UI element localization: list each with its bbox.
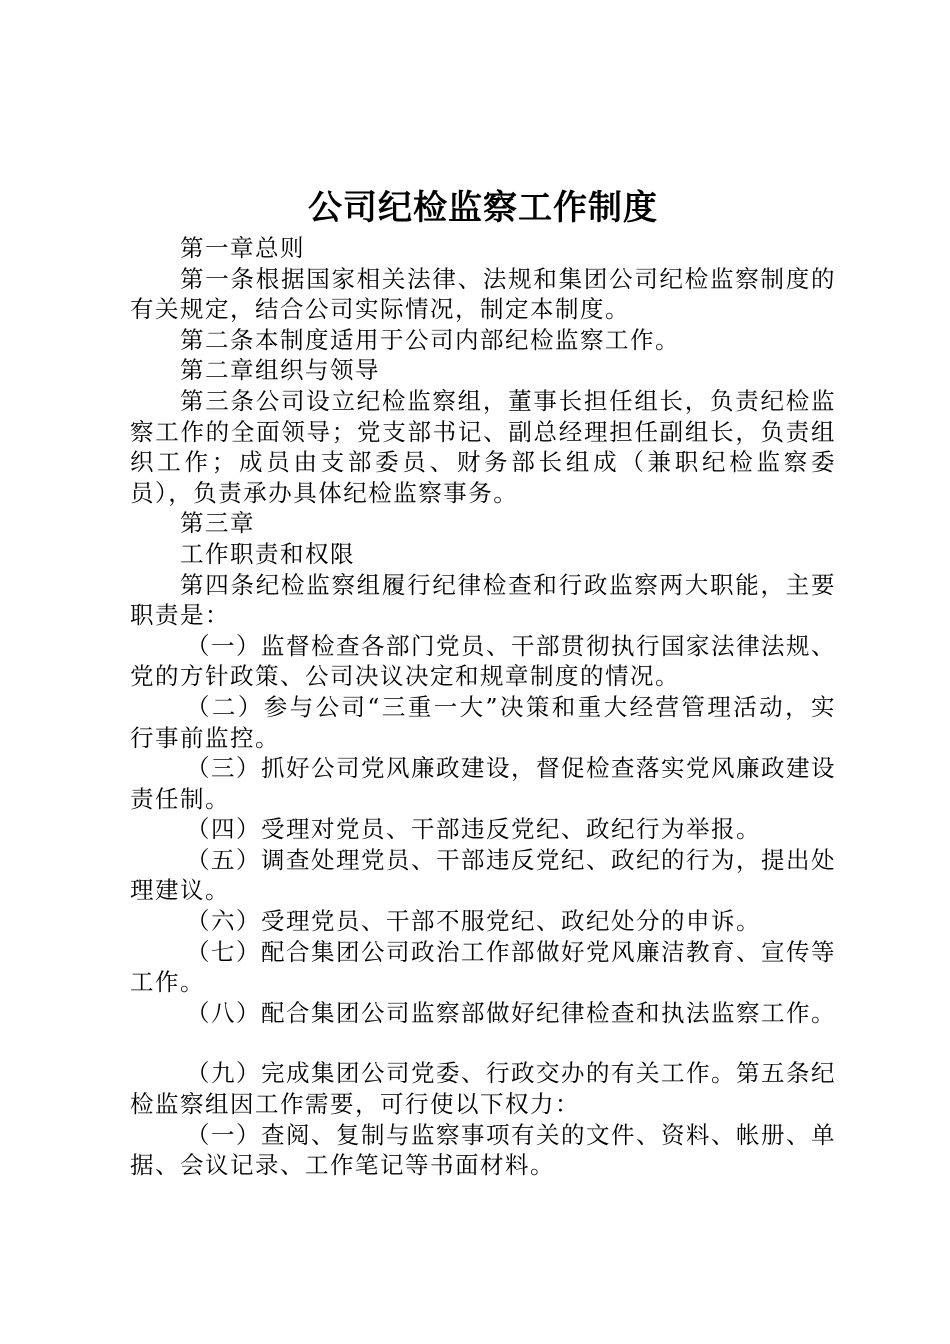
list-item: （五）调查处理党员、干部违反党纪、政纪的行为，提出处理建议。 [130,845,836,905]
list-item: （一）查阅、复制与监察事项有关的文件、资料、帐册、单据、会议记录、工作笔记等书面材料。 [130,1120,836,1180]
chapter-subtitle: 工作职责和权限 [180,539,355,568]
article-paragraph: 第一条根据国家相关法律、法规和集团公司纪检监察制度的有关规定，结合公司实际情况，制定本制度。 [130,264,836,324]
list-item: （八）配合集团公司监察部做好纪律检查和执法监察工作。 [186,998,836,1027]
article-paragraph: 第二条本制度适用于公司内部纪检监察工作。 [180,325,680,354]
document-title: 公司纪检监察工作制度 [308,188,658,228]
list-item: （四）受理对党员、干部违反党纪、政纪行为举报。 [186,815,761,844]
list-item: （六）受理党员、干部不服党纪、政纪处分的申诉。 [186,907,761,936]
chapter-heading: 第二章组织与领导 [180,356,380,385]
list-item: （三）抓好公司党风廉政建设，督促检查落实党风廉政建设责任制。 [130,754,836,813]
chapter-heading: 第三章 [180,509,255,538]
chapter-heading: 第一章总则 [180,234,305,262]
article-paragraph: 第四条纪检监察组履行纪律检查和行政监察两大职能，主要职责是： [130,570,836,630]
article-paragraph: 第三条公司设立纪检监察组，董事长担任组长，负责纪检监察工作的全面领导；党支部书记、副总经理担任副组长，负责组织工作；成员由支部委员、财务部长组成（兼职纪检监察委员），负责承办具体纪检监察事务。 [130,386,836,507]
paragraph-spacer [130,1028,836,1058]
list-item: （九）完成集团公司党委、行政交办的有关工作。第五条纪检监察组因工作需要，可行使以下权力： [130,1059,836,1119]
list-item: （一）监督检查各部门党员、干部贯彻执行国家法律法规、党的方针政策、公司决议决定和规章制度的情况。 [130,631,836,691]
list-item: （二）参与公司“三重一大”决策和重大经营管理活动，实行事前监控。 [130,692,836,752]
document-page [130,185,836,1181]
list-item: （七）配合集团公司政治工作部做好党风廉洁教育、宣传等工作。 [130,937,836,997]
